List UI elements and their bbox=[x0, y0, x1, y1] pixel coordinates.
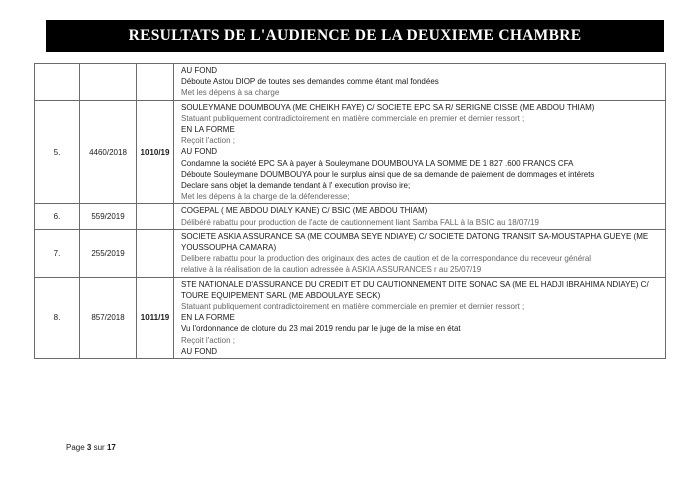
decision-line: YOUSSOUPHA CAMARA) bbox=[181, 243, 277, 253]
page-of: sur bbox=[93, 443, 105, 452]
decision-line: Met les dépens à la charge de la défenderesse; bbox=[181, 192, 350, 202]
table-row bbox=[35, 64, 666, 101]
page-current: 3 bbox=[86, 443, 92, 452]
decision-line: Delibere rabattu pour la production des originaux des actes de caution et de la correspondance du receveur général bbox=[181, 254, 592, 264]
decision-line: relative à la réalisation de la caution adressée à ASKIA ASSURANCES r au 25/07/19 bbox=[181, 265, 482, 275]
decision-line: SOULEYMANE DOUMBOUYA (ME CHEIKH FAYE) C/ SOCIETE EPC SA R/ SERIGNE CISSE (ME ABDOU THIAM) bbox=[181, 102, 595, 112]
rg-number: 4460/2018 bbox=[80, 100, 137, 204]
decision-line: Declare sans objet la demande tendant à l' execution proviso ire; bbox=[181, 181, 411, 191]
decision-line: EN LA FORME bbox=[181, 125, 235, 135]
case-number bbox=[35, 64, 80, 101]
decision-line: Déboute Astou DIOP de toutes ses demandes comme étant mal fondées bbox=[181, 77, 439, 87]
repertoire-number bbox=[137, 204, 174, 229]
decision-text bbox=[174, 100, 666, 204]
rg-number: 559/2019 bbox=[80, 204, 137, 229]
case-number: 7. bbox=[35, 229, 80, 277]
page-total: 17 bbox=[106, 443, 116, 452]
decision-line: Statuant publiquement contradictoirement en matière commerciale en premier et dernier ressort ; bbox=[181, 302, 525, 312]
decision-line: STE NATIONALE D'ASSURANCE DU CREDIT ET DU CAUTIONNEMENT DITE SONAC SA (ME EL HADJI IBRAHIMA NDIAYE) C/ bbox=[181, 279, 649, 289]
decision-line: AU FOND bbox=[181, 346, 217, 356]
decision-text bbox=[174, 204, 666, 229]
decision-text bbox=[174, 64, 666, 101]
page-footer bbox=[66, 443, 116, 452]
decision-line: Reçoit l'action ; bbox=[181, 136, 235, 146]
rg-number: 255/2019 bbox=[80, 229, 137, 277]
rg-number bbox=[80, 64, 137, 101]
results-table-body bbox=[35, 64, 666, 359]
repertoire-number: 1010/19 bbox=[137, 100, 174, 204]
decision-line: COGEPAL ( ME ABDOU DIALY KANE) C/ BSIC (ME ABDOU THIAM) bbox=[181, 206, 428, 216]
decision-line: Reçoit l'action ; bbox=[181, 335, 235, 345]
decision-text bbox=[174, 229, 666, 277]
page-label: Page bbox=[66, 443, 85, 452]
decision-line: EN LA FORME bbox=[181, 313, 235, 323]
decision-line: TOURE EQUIPEMENT SARL (ME ABDOULAYE SECK) bbox=[181, 290, 381, 300]
table-row bbox=[35, 277, 666, 358]
decision-text bbox=[174, 277, 666, 358]
decision-line: Condamne la société EPC SA à payer à Souleymane DOUMBOUYA LA SOMME DE 1 827 .600 FRANCS CFA bbox=[181, 158, 574, 168]
table-row bbox=[35, 100, 666, 204]
case-number: 6. bbox=[35, 204, 80, 229]
results-table bbox=[34, 63, 666, 359]
decision-line: Vu l'ordonnance de cloture du 23 mai 2019 rendu par le juge de la mise en état bbox=[181, 324, 461, 334]
decision-line: Délibéré rabattu pour production de l'acte de cautionnement liant Samba FALL à la BSIC au 18/07/19 bbox=[181, 217, 539, 227]
decision-line: Statuant publiquement contradictoirement en matière commerciale en premier et dernier ressort ; bbox=[181, 113, 525, 123]
table-row bbox=[35, 204, 666, 229]
case-number: 5. bbox=[35, 100, 80, 204]
repertoire-number bbox=[137, 229, 174, 277]
repertoire-number bbox=[137, 64, 174, 101]
decision-line: Déboute Souleymane DOUMBOUYA pour le surplus ainsi que de sa demande de paiement de dommages et intérets bbox=[181, 169, 595, 179]
page-title: RESULTATS DE L'AUDIENCE DE LA DEUXIEME CHAMBRE bbox=[46, 20, 664, 52]
table-row bbox=[35, 229, 666, 277]
decision-line: SOCIETE ASKIA ASSURANCE SA (ME COUMBA SEYE NDIAYE) C/ SOCIETE DATONG TRANSIT SA-MOUSTAPHA GUEYE (ME bbox=[181, 231, 649, 241]
decision-line: AU FOND bbox=[181, 66, 217, 75]
repertoire-number: 1011/19 bbox=[137, 277, 174, 358]
case-number: 8. bbox=[35, 277, 80, 358]
rg-number: 857/2018 bbox=[80, 277, 137, 358]
decision-line: AU FOND bbox=[181, 147, 217, 157]
decision-line: Met les dépens à sa charge bbox=[181, 88, 280, 98]
